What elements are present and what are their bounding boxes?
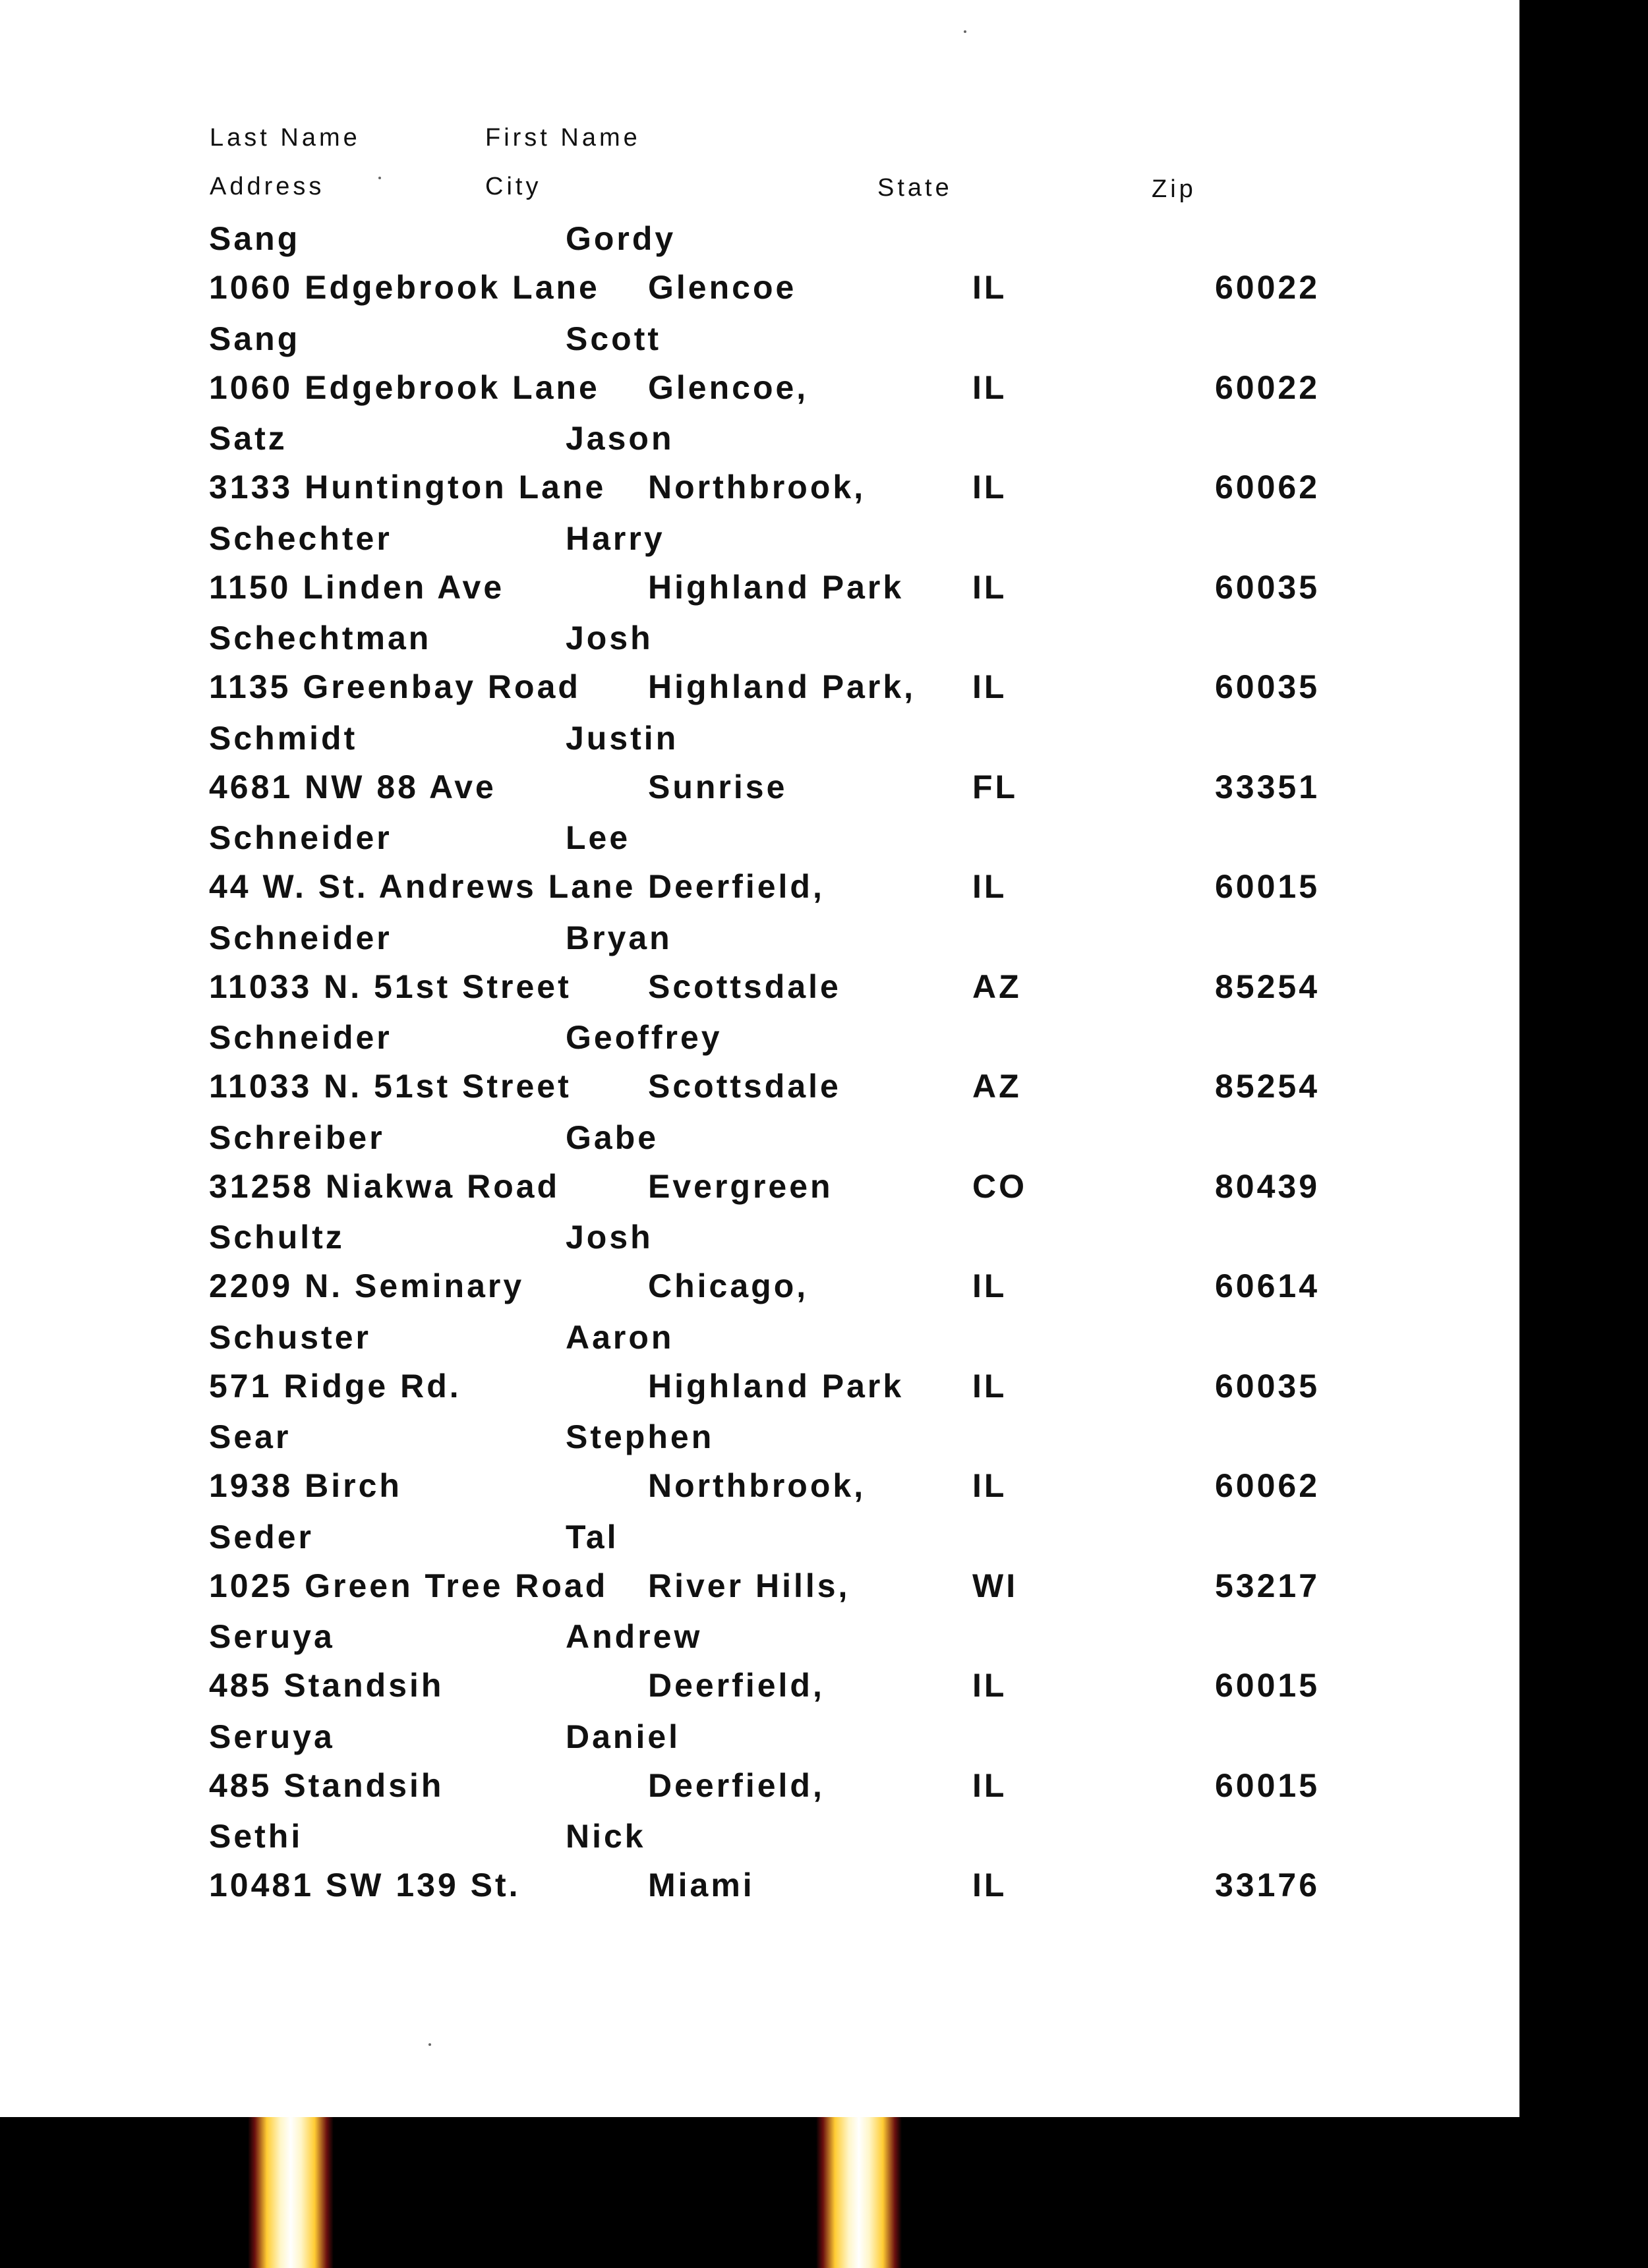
list-item — [0, 419, 1519, 519]
record-state: IL — [972, 1367, 1007, 1405]
record-address: 1060 Edgebrook Lane — [209, 269, 600, 306]
record-state: IL — [972, 1867, 1007, 1904]
list-item — [0, 719, 1519, 819]
record-last-name: Seruya — [209, 1718, 335, 1755]
record-city: Highland Park, — [648, 668, 916, 705]
record-zip: 60062 — [1215, 469, 1320, 506]
record-state: IL — [972, 1267, 1007, 1304]
record-zip: 53217 — [1215, 1567, 1320, 1604]
list-item — [0, 1318, 1519, 1418]
record-zip: 60022 — [1215, 368, 1320, 406]
record-zip: 60015 — [1215, 868, 1320, 905]
header-last-name: Last Name — [210, 124, 361, 152]
record-city: Northbrook, — [648, 469, 866, 506]
record-state: IL — [972, 1467, 1007, 1504]
record-state: IL — [972, 269, 1007, 306]
record-city: Glencoe, — [648, 368, 809, 406]
record-zip: 85254 — [1215, 968, 1320, 1005]
scan-speck — [378, 177, 381, 179]
record-last-name: Schneider — [209, 819, 392, 856]
record-city: Glencoe — [648, 269, 797, 306]
record-state: FL — [972, 768, 1018, 805]
record-zip: 80439 — [1215, 1167, 1320, 1205]
record-city: Deerfield, — [648, 1766, 825, 1804]
record-city: Chicago, — [648, 1267, 809, 1304]
record-city: Sunrise — [648, 768, 788, 805]
record-state: IL — [972, 668, 1007, 705]
list-item — [0, 1518, 1519, 1618]
record-first-name: Scott — [566, 320, 661, 357]
record-state: WI — [972, 1567, 1018, 1604]
record-address: 10481 SW 139 St. — [209, 1867, 521, 1904]
scan-light-streak-left — [248, 2117, 334, 2268]
record-last-name: Schechtman — [209, 620, 432, 656]
record-city: Scottsdale — [648, 968, 841, 1005]
list-item — [0, 1218, 1519, 1318]
record-last-name: Schneider — [209, 1019, 392, 1056]
header-address: Address — [210, 173, 325, 200]
record-state: IL — [972, 568, 1007, 606]
record-first-name: Josh — [566, 620, 653, 656]
record-address: 2209 N. Seminary — [209, 1267, 525, 1304]
record-last-name: Schmidt — [209, 719, 358, 757]
header-first-name: First Name — [485, 124, 641, 152]
record-state: CO — [972, 1167, 1027, 1205]
record-address: 3133 Huntington Lane — [209, 469, 606, 506]
header-zip: Zip — [1152, 175, 1196, 203]
list-item — [0, 1617, 1519, 1718]
record-first-name: Geoffrey — [566, 1019, 722, 1056]
record-address: 1135 Greenbay Road — [209, 668, 581, 705]
list-item — [0, 519, 1519, 620]
record-city: Northbrook, — [648, 1467, 866, 1504]
record-state: IL — [972, 469, 1007, 506]
list-item — [0, 320, 1519, 420]
record-first-name: Justin — [566, 719, 679, 757]
record-address: 44 W. St. Andrews Lane — [209, 868, 636, 905]
record-zip: 60035 — [1215, 1367, 1320, 1405]
record-address: 485 Standsih — [209, 1766, 444, 1804]
record-first-name: Josh — [566, 1219, 653, 1256]
address-list — [0, 219, 1519, 1917]
record-last-name: Schneider — [209, 919, 392, 956]
record-last-name: Seruya — [209, 1618, 335, 1655]
record-city: River Hills, — [648, 1567, 850, 1604]
record-zip: 60614 — [1215, 1267, 1320, 1304]
scan-speck — [964, 30, 966, 33]
list-item — [0, 1418, 1519, 1518]
record-state: AZ — [972, 968, 1022, 1005]
record-zip: 60022 — [1215, 269, 1320, 306]
record-city: Evergreen — [648, 1167, 833, 1205]
list-item — [0, 1817, 1519, 1917]
list-item — [0, 219, 1519, 320]
record-address: 4681 NW 88 Ave — [209, 768, 496, 805]
record-address: 1025 Green Tree Road — [209, 1567, 608, 1604]
record-state: IL — [972, 1667, 1007, 1704]
record-city: Deerfield, — [648, 868, 825, 905]
record-last-name: Sear — [209, 1418, 291, 1455]
record-zip: 33176 — [1215, 1867, 1320, 1904]
record-first-name: Andrew — [566, 1618, 703, 1655]
record-state: AZ — [972, 1068, 1022, 1105]
record-first-name: Jason — [566, 420, 674, 457]
record-first-name: Stephen — [566, 1418, 715, 1455]
scan-light-streak-right — [816, 2117, 902, 2268]
record-address: 11033 N. 51st Street — [209, 968, 572, 1005]
record-first-name: Lee — [566, 819, 631, 856]
record-last-name: Sang — [209, 220, 301, 257]
record-zip: 60035 — [1215, 568, 1320, 606]
record-zip: 60015 — [1215, 1766, 1320, 1804]
record-city: Scottsdale — [648, 1068, 841, 1105]
list-item — [0, 819, 1519, 919]
record-first-name: Gordy — [566, 220, 676, 257]
list-item — [0, 919, 1519, 1019]
record-state: IL — [972, 368, 1007, 406]
record-city: Deerfield, — [648, 1667, 825, 1704]
record-zip: 60062 — [1215, 1467, 1320, 1504]
list-item — [0, 1018, 1519, 1119]
record-first-name: Bryan — [566, 919, 672, 956]
scan-speck — [428, 2043, 431, 2046]
record-last-name: Schultz — [209, 1219, 345, 1256]
record-first-name: Aaron — [566, 1318, 674, 1356]
record-city: Highland Park — [648, 568, 904, 606]
record-first-name: Gabe — [566, 1119, 659, 1156]
record-first-name: Tal — [566, 1518, 619, 1556]
record-city: Miami — [648, 1867, 755, 1904]
record-address: 31258 Niakwa Road — [209, 1167, 560, 1205]
record-last-name: Schechter — [209, 519, 392, 557]
record-last-name: Seder — [209, 1518, 314, 1556]
record-zip: 60015 — [1215, 1667, 1320, 1704]
record-address: 571 Ridge Rd. — [209, 1367, 461, 1405]
record-address: 1938 Birch — [209, 1467, 402, 1504]
record-address: 11033 N. 51st Street — [209, 1068, 572, 1105]
record-last-name: Schreiber — [209, 1119, 385, 1156]
scan-border-right — [1519, 0, 1648, 2117]
list-item — [0, 619, 1519, 719]
record-last-name: Schuster — [209, 1318, 371, 1356]
record-last-name: Sang — [209, 320, 301, 357]
header-state: State — [877, 174, 953, 202]
record-first-name: Daniel — [566, 1718, 681, 1755]
record-last-name: Satz — [209, 420, 287, 457]
list-item — [0, 1718, 1519, 1818]
record-last-name: Sethi — [209, 1818, 303, 1855]
record-address: 1150 Linden Ave — [209, 568, 505, 606]
record-zip: 33351 — [1215, 768, 1320, 805]
record-address: 1060 Edgebrook Lane — [209, 368, 600, 406]
header-city: City — [485, 173, 542, 200]
record-zip: 85254 — [1215, 1068, 1320, 1105]
record-state: IL — [972, 868, 1007, 905]
record-first-name: Nick — [566, 1818, 646, 1855]
record-state: IL — [972, 1766, 1007, 1804]
record-zip: 60035 — [1215, 668, 1320, 705]
record-first-name: Harry — [566, 519, 665, 557]
list-item — [0, 1119, 1519, 1219]
record-address: 485 Standsih — [209, 1667, 444, 1704]
record-city: Highland Park — [648, 1367, 904, 1405]
